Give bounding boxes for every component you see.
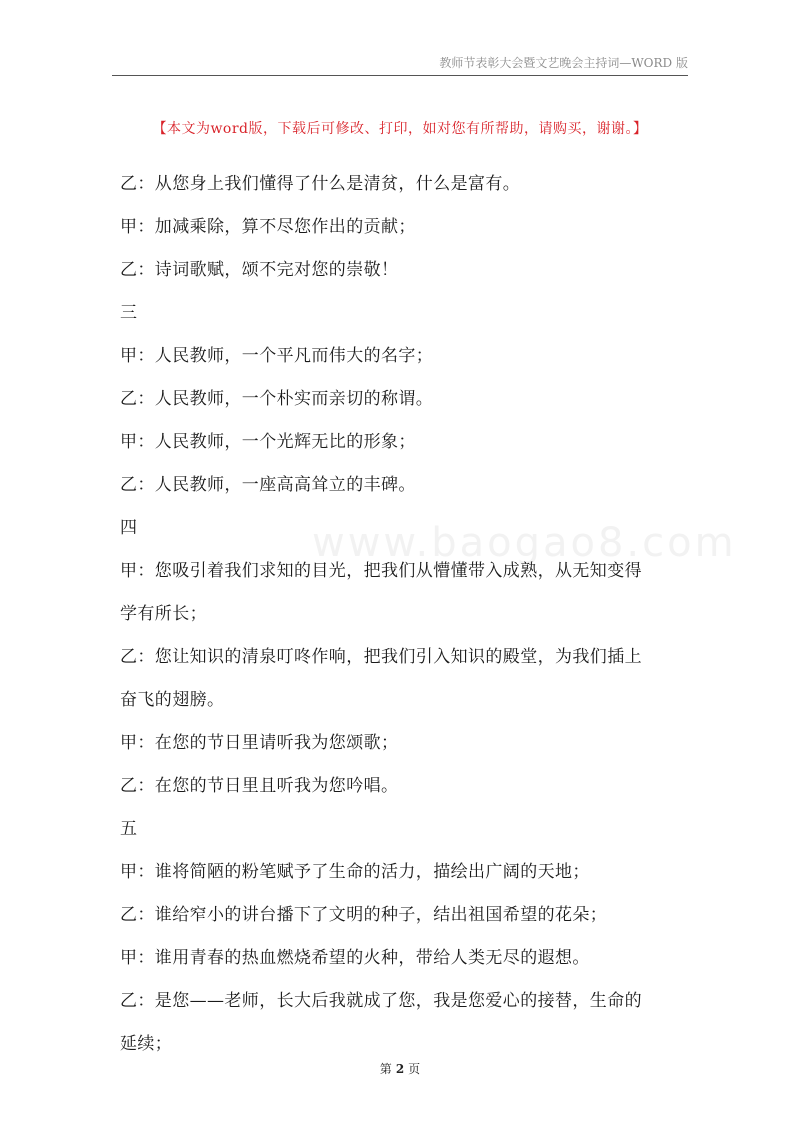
text-line: 乙：是您——老师，长大后我就成了您，我是您爱心的接替，生命的 [120,991,642,1011]
page-number: 2 [395,1062,405,1076]
text-line: 乙：您让知识的清泉叮咚作响，把我们引入知识的殿堂，为我们插上 [120,647,642,667]
text-line: 乙：人民教师，一座高高耸立的丰碑。 [120,475,416,495]
page-number-prefix: 第 [379,1062,392,1076]
text-line: 乙：从您身上我们懂得了什么是清贫，什么是富有。 [120,174,521,194]
text-line: 甲：加减乘除，算不尽您作出的贡献； [120,217,416,237]
text-line: 乙：在您的节日里且听我为您吟唱。 [120,776,399,796]
text-line: 延续； [120,1034,173,1054]
text-line: 乙：人民教师，一个朴实而亲切的称谓。 [120,389,434,409]
text-line: 学有所长； [120,604,207,624]
text-line: 奋飞的翅膀。 [120,690,225,710]
document-body [120,163,690,1066]
page-number-suffix: 页 [408,1062,421,1076]
text-line: 甲：在您的节日里请听我为您颂歌； [120,733,399,753]
page-footer [0,1060,800,1077]
text-line: 甲：人民教师，一个平凡而伟大的名字； [120,346,434,366]
text-line: 甲：谁用青春的热血燃烧希望的火种，带给人类无尽的遐想。 [120,948,590,968]
text-line: 乙：诗词歌赋，颂不完对您的崇敬！ [120,260,399,280]
watermark: www.baogao8.com [312,520,737,566]
section-heading: 五 [120,819,138,839]
purchase-notice: 【本文为word版，下载后可修改、打印，如对您有所帮助，请购买，谢谢。】 [152,121,648,137]
text-line: 甲：谁将简陋的粉笔赋予了生命的活力，描绘出广阔的天地； [120,862,590,882]
section-heading: 四 [120,518,138,538]
page-header [112,55,688,76]
header-title: 教师节表彰大会暨文艺晚会主持词—WORD 版 [439,56,688,70]
text-line: 甲：人民教师，一个光辉无比的形象； [120,432,416,452]
text-line: 乙：谁给窄小的讲台播下了文明的种子，结出祖国希望的花朵； [120,905,608,925]
text-line: 甲：您吸引着我们求知的目光，把我们从懵懂带入成熟，从无知变得 [120,561,642,581]
section-heading: 三 [120,303,138,323]
